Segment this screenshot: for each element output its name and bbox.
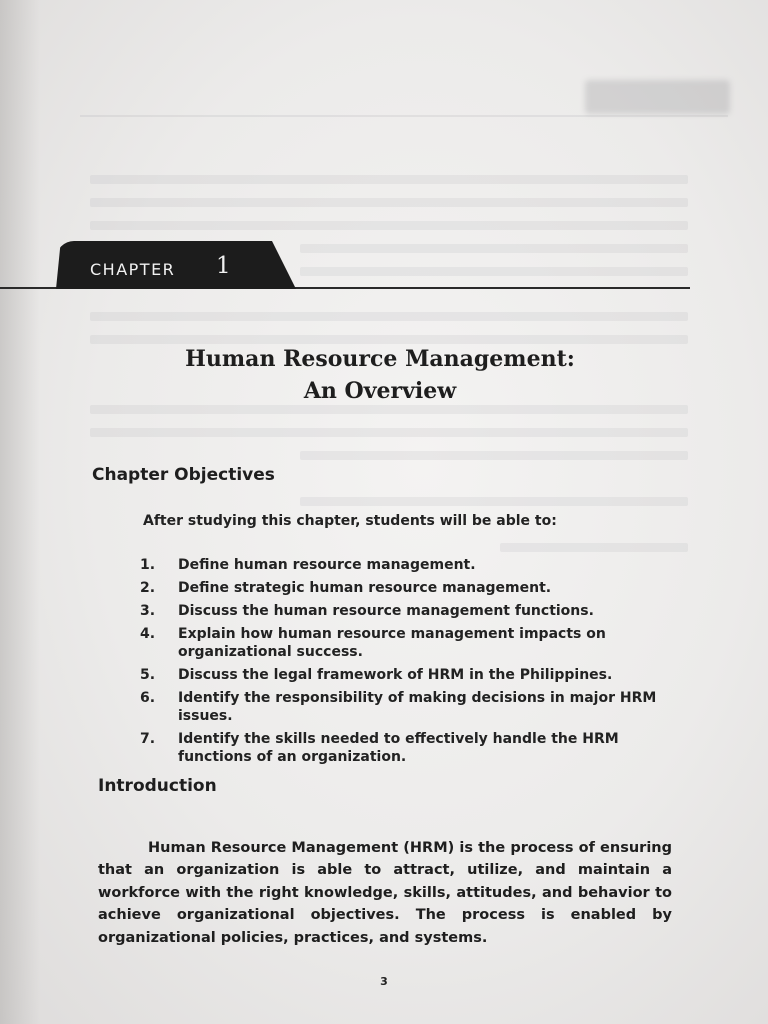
introduction-heading: Introduction	[98, 776, 217, 796]
objective-text: Discuss the human resource management functions.	[178, 603, 594, 619]
objective-text: Identify the skills needed to effectively handle the HRM functions of an organization.	[178, 731, 619, 765]
objective-number: 1.	[140, 557, 156, 573]
bleed-through-line	[300, 497, 688, 506]
bleed-through-line	[90, 175, 688, 184]
objective-item	[140, 579, 680, 597]
chapter-title-line-1: Human Resource Management:	[185, 346, 575, 372]
page-number: 3	[380, 975, 388, 988]
bleed-through-rule	[80, 115, 728, 117]
objective-item	[140, 625, 680, 661]
bleed-through-line	[90, 405, 688, 414]
objective-text: Discuss the legal framework of HRM in the Philippines.	[178, 667, 613, 683]
objective-text: Define human resource management.	[178, 557, 476, 573]
bleed-through-line	[90, 312, 688, 321]
objective-number: 3.	[140, 603, 156, 619]
objective-item	[140, 689, 680, 725]
objective-number: 7.	[140, 731, 156, 747]
introduction-paragraph: Human Resource Management (HRM) is the process of ensuring that an organization is able to attract, utilize, and maintain a workforce with the right knowledge, skills, attitudes, and behavior to achieve organizational objectives. The process is enabled by organizational policies, practices, and systems.	[98, 839, 672, 946]
bleed-through-line	[300, 451, 688, 460]
objective-text: Identify the responsibility of making decisions in major HRM issues.	[178, 690, 657, 724]
objective-item	[140, 666, 680, 684]
objective-number: 5.	[140, 667, 156, 683]
chapter-title-line-2: An Overview	[303, 378, 457, 404]
bleed-through-line	[90, 335, 688, 344]
objective-item	[140, 602, 680, 620]
objective-text: Explain how human resource management impacts on organizational success.	[178, 626, 606, 660]
objective-number: 6.	[140, 690, 156, 706]
bleed-through-line	[90, 198, 688, 207]
bleed-through-line	[300, 267, 688, 276]
objective-item	[140, 556, 680, 574]
objectives-heading: Chapter Objectives	[92, 465, 275, 485]
objective-item	[140, 730, 680, 766]
objective-number: 2.	[140, 580, 156, 596]
objectives-lead: After studying this chapter, students will be able to:	[143, 513, 557, 529]
bleed-through-line	[300, 244, 688, 253]
bleed-through-line	[500, 543, 688, 552]
bleed-through-line	[90, 221, 688, 230]
bleed-through-header	[585, 80, 730, 114]
objective-text: Define strategic human resource management.	[178, 580, 552, 596]
objective-number: 4.	[140, 626, 156, 642]
page-gutter-shadow	[0, 0, 40, 1024]
bleed-through-line	[90, 428, 688, 437]
chapter-label: CHAPTER	[90, 260, 176, 279]
objectives-list	[140, 556, 680, 771]
chapter-number: 1	[216, 253, 231, 279]
